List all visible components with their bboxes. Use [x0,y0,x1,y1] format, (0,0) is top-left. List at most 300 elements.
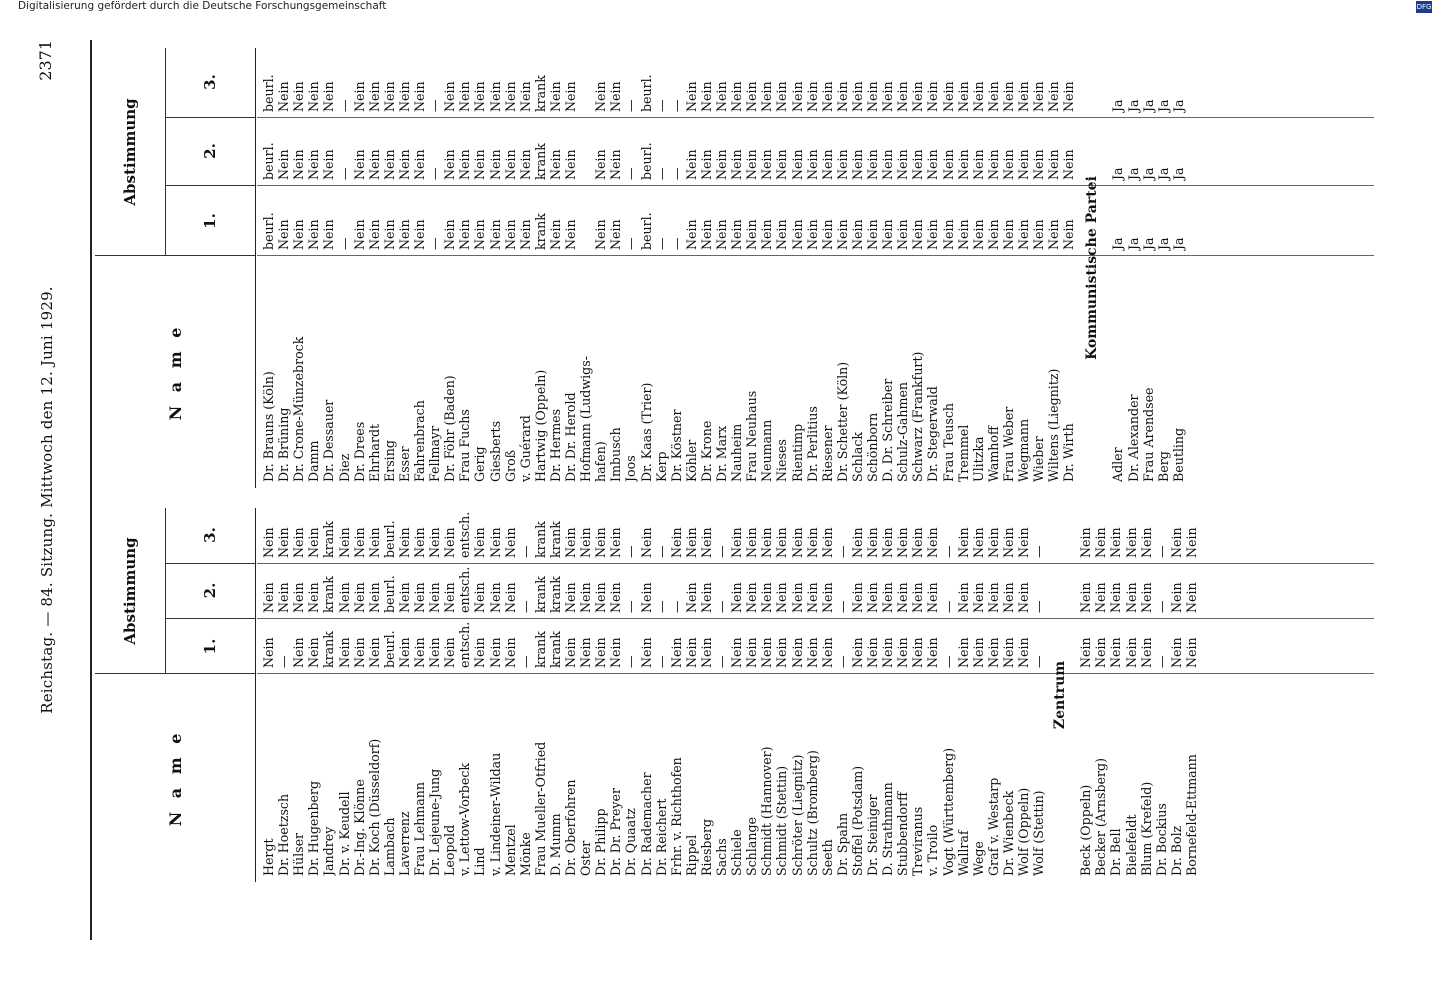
vote-1-cell: Nein [1061,219,1077,250]
table-row [488,508,503,882]
table-row [1141,48,1156,488]
member-name: Giesberts [487,420,503,482]
vote-3-cell: entsch. [457,511,473,558]
table-row [578,48,593,488]
vote-2-cell: Nein [487,582,503,613]
vote-1-cell: Ja [1110,237,1126,250]
vote-2-cell: Nein [895,149,911,180]
vote-2-cell: — [336,167,352,180]
vote-2-cell: Nein [487,149,503,180]
vote-3-cell: Nein [759,81,775,112]
vote-3-cell: — [623,545,639,558]
member-name: Oster [578,840,594,876]
table-row [412,48,427,488]
vote-2-cell: Nein [563,582,578,613]
vote-3-cell: Nein [487,81,503,112]
vote-1-cell: Nein [412,637,427,668]
vote-1-cell: Ja [1125,237,1141,250]
vote-1-cell: beurl. [638,212,654,250]
vote-1-cell: Nein [744,637,760,668]
table-row [1016,48,1031,488]
vote-3-cell: Nein [1016,527,1031,558]
vote-3-cell: Nein [668,527,684,558]
vote-2-cell: Nein [442,582,458,613]
vote-col-1-header: 1. [201,213,219,229]
member-name: Schultz (Bromberg) [804,750,820,876]
vote-3-cell: Nein [502,81,518,112]
vote-3-cell: — [834,545,850,558]
vote-1-cell: Nein [396,219,412,250]
vote-2-cell: Nein [291,582,307,613]
vote-3-cell: Nein [291,81,307,112]
member-name: D. Dr. Schreiber [880,378,896,482]
table-row [1154,508,1169,882]
table-row [790,48,805,488]
member-name: Schmidt (Hannover) [759,746,775,876]
table-row [654,48,669,488]
vote-1-cell: Nein [366,219,382,250]
vote-col-1-header: 1. [201,638,219,655]
vote-2-cell: Nein [608,149,624,180]
vote-1-cell: Nein [1016,637,1031,668]
table-row [382,508,397,882]
member-name: Hergt [261,838,276,876]
vote-3-cell: Nein [412,527,427,558]
member-name: Damm [306,440,322,482]
table-row [533,508,548,882]
vote-3-cell: — [668,99,684,112]
vote-3-cell: Nein [547,81,563,112]
vote-2-cell: Nein [563,149,578,180]
vote-3-cell: Nein [427,527,443,558]
member-name: Dr. Wirth [1061,423,1077,482]
vote-1-cell: — [653,237,669,250]
member-name: Dr. Reichert [653,798,669,876]
member-name: Beck (Oppeln) [1078,784,1094,876]
table-row [956,508,971,882]
vote-1-cell: Nein [985,219,1001,250]
member-name: Dr. v. Keudell [336,791,352,876]
vote-3-cell: Nein [940,81,956,112]
vote-3-cell: Nein [683,527,699,558]
vote-2-cell: Nein [759,149,775,180]
vote-2-cell: Nein [351,582,367,613]
vote-2-cell: — [668,167,684,180]
table-row [321,48,336,488]
member-name: Riesener [819,425,835,482]
table-row [774,48,789,488]
vote-1-cell: Nein [502,637,518,668]
vote-2-cell: krank [532,576,548,613]
table-row [503,48,518,488]
vote-3-cell: — [714,545,729,558]
member-name: Wege [970,841,986,876]
table-row [880,48,895,488]
vote-2-cell: Nein [276,149,292,180]
vote-1-cell: Nein [261,637,276,668]
member-name: Dr. Kaas (Trier) [638,382,654,482]
vote-2-cell: Nein [985,582,1001,613]
vote-3-cell: Nein [895,527,911,558]
vote-1-cell: — [276,655,292,668]
member-name: Schiele [729,829,745,876]
table-row [623,48,638,488]
vote-3-cell: — [1153,545,1169,558]
member-name: Laverrenz [396,811,412,876]
vote-2-cell: Nein [396,582,412,613]
vote-2-cell: Ja [1110,167,1126,180]
vote-2-cell: Nein [880,149,896,180]
table-row [1156,48,1171,488]
table-row [1001,508,1016,882]
table-row [563,48,578,488]
member-name: Vogt (Württemberg) [940,747,956,876]
member-name: Hülser [291,832,307,876]
vote-1-cell: Nein [1093,637,1109,668]
vote-2-cell: Nein [396,149,412,180]
member-name: Dr. Köstner [668,409,684,482]
name-column-header: N a m e [95,255,255,488]
table-row [397,48,412,488]
member-name: Frau Arendsee [1140,387,1156,482]
vote-2-cell: Nein [925,582,941,613]
vote-3-cell: beurl. [638,74,654,112]
vote-3-cell: Nein [714,81,729,112]
member-name: Treviranus [910,806,926,876]
table-row [865,508,880,882]
vote-3-cell: — [427,99,443,112]
member-name: Schmidt (Stettin) [774,765,790,876]
table-row [729,48,744,488]
member-name: Dr. Alexander [1125,394,1141,482]
table-row [759,508,774,882]
member-name: Riesberg [698,818,714,876]
vote-3-cell: — [653,99,669,112]
vote-2-cell: Nein [955,582,971,613]
vote-1-cell: — [653,655,669,668]
member-name: Frau Lehmann [412,782,427,876]
vote-1-cell: beurl. [261,212,276,250]
vote-1-cell: Nein [804,219,820,250]
table-row [533,48,548,488]
member-name: Gerig [472,446,488,482]
table-row [744,48,759,488]
table-row [895,508,910,882]
table-row [820,48,835,488]
table-row [925,48,940,488]
table-row [1001,48,1016,488]
member-name: Dr. Koch (Düsseldorf) [366,738,382,876]
vote-2-cell: Nein [1138,582,1154,613]
table-header [95,508,256,882]
member-name: Dr. Schetter (Köln) [834,361,850,482]
vote-1-cell: Nein [955,637,971,668]
member-name: v. Lettow-Vorbeck [457,762,473,876]
vote-2-cell: Nein [970,149,986,180]
table-row [654,508,669,882]
vote-3-cell: Nein [1016,81,1031,112]
vote-3-cell: Nein [1046,81,1062,112]
table-row [548,48,563,488]
table-row [941,508,956,882]
table-row [1046,48,1061,488]
member-name: Seeth [819,839,835,876]
vote-1-cell: Nein [306,637,322,668]
table-row [337,48,352,488]
vote-3-cell: Ja [1170,99,1186,112]
vote-col-2-header: 2. [165,563,255,619]
vote-2-cell: Nein [1061,149,1077,180]
vote-3-cell: Nein [321,81,337,112]
vote-2-cell: Nein [955,149,971,180]
table-row [1108,508,1123,882]
member-name: Lind [472,847,488,876]
vote-3-cell: — [1031,545,1047,558]
table-row [291,508,306,882]
member-name: Frau Mueller-Otfried [532,741,548,876]
vote-1-cell: Nein [774,637,790,668]
vote-1-cell: Nein [910,637,926,668]
table-row [593,508,608,882]
table-row [971,48,986,488]
member-name: D. Strathmann [880,782,896,876]
table-row [367,508,382,882]
member-name: Joos [623,455,639,482]
vote-1-cell: Nein [789,637,805,668]
table-row [850,508,865,882]
vote-1-cell: — [1153,655,1169,668]
member-name: Frhr. v. Richthofen [668,757,684,876]
table-row [412,508,427,882]
member-name: Wamhoff [985,426,1001,482]
vote-1-cell: beurl. [381,630,397,668]
vote-2-cell: Nein [819,149,835,180]
vote-2-cell: Nein [714,149,729,180]
vote-2-cell: Nein [381,149,397,180]
member-name: Dr. Steiniger [865,794,880,876]
vote-3-cell: Nein [1078,527,1094,558]
member-name: Leopold [442,824,458,876]
vote-1-cell: Nein [1031,219,1047,250]
table-row [1061,48,1076,488]
vote-2-cell: Nein [759,582,775,613]
vote-2-cell: — [714,600,729,613]
vote-2-cell: Nein [698,149,714,180]
vote-3-cell: Nein [472,81,488,112]
vote-3-cell: Nein [910,527,926,558]
vote-2-cell: Nein [291,149,307,180]
vote-2-cell: Nein [804,582,820,613]
vote-1-cell: Nein [1000,219,1016,250]
vote-3-cell: Nein [1108,527,1124,558]
member-name: v. Lindeiner-Wildau [487,752,503,876]
member-name: Fellmayr [427,425,443,482]
vote-1-cell: Nein [442,637,458,668]
vote-1-cell: Nein [925,637,941,668]
member-name: Schröter (Liegnitz) [789,754,805,876]
vote-1-cell: Nein [306,219,322,250]
vote-3-cell: Nein [729,81,745,112]
vote-2-cell: Nein [306,582,322,613]
table-row [488,48,503,488]
vote-3-cell: Nein [985,527,1001,558]
table-row [835,48,850,488]
vote-2-cell: Nein [1168,582,1184,613]
vote-1-cell: Nein [351,219,367,250]
vote-2-cell: Nein [895,582,911,613]
table-row [714,48,729,488]
votes-header [95,508,255,674]
vote-1-cell: Nein [1108,637,1124,668]
vote-2-cell: Nein [1046,149,1062,180]
table-row [684,48,699,488]
table-header [95,48,256,488]
member-name: Schlange [744,817,760,876]
vote-2-cell: Nein [547,149,563,180]
vote-3-cell: Nein [1123,527,1139,558]
table-row [518,48,533,488]
vote-3-cell: Nein [487,527,503,558]
vote-1-cell: Nein [276,219,292,250]
table-row [1031,48,1046,488]
running-header [0,0,90,1000]
vote-1-cell: Nein [865,637,880,668]
vote-2-cell: Nein [1000,149,1016,180]
member-name: Dr. Crone-Münzebrock [291,336,307,482]
vote-1-cell: krank [532,213,548,250]
vote-1-cell: Nein [714,219,729,250]
vote-1-cell: Nein [849,637,865,668]
vote-3-cell: Nein [819,81,835,112]
member-name: Diez [336,453,352,482]
vote-3-cell: krank [532,75,548,112]
member-name: Stubbendorff [895,791,911,876]
table-row [1078,508,1093,882]
vote-2-cell: — [427,167,443,180]
member-name: Kerp [653,451,669,482]
table-row [623,508,638,882]
table-row [1126,48,1141,488]
vote-3-cell: Nein [442,81,458,112]
vote-1-cell: Nein [729,219,745,250]
vote-3-cell: Nein [1093,527,1109,558]
table-row [1184,508,1199,882]
vote-1-cell: Nein [1078,637,1094,668]
vote-2-cell: — [1153,600,1169,613]
vote-3-cell: Nein [1000,527,1016,558]
vote-2-cell: Nein [366,582,382,613]
table-row [669,48,684,488]
vote-2-cell: Nein [774,149,790,180]
vote-3-cell: Nein [925,81,941,112]
vote-1-cell: Ja [1140,237,1156,250]
table-row [548,508,563,882]
vote-2-cell: Nein [698,582,714,613]
vote-2-cell: Nein [729,149,745,180]
table-row [472,48,487,488]
member-name: Dr. Wienbeck [1000,790,1016,876]
vote-2-cell: — [623,600,639,613]
vote-2-cell: — [517,600,533,613]
vote-col-3-header: 3. [165,507,255,564]
vote-2-cell: Nein [442,149,458,180]
vote-2-cell: Nein [276,582,292,613]
table-row [790,508,805,882]
table-row [427,48,442,488]
member-name: Dr. Föhr (Baden) [442,375,458,482]
table-row [910,508,925,882]
vote-2-cell: Nein [502,582,518,613]
table-row [503,508,518,882]
vote-3-cell: Nein [381,81,397,112]
member-name: Wallraf [955,830,971,876]
vote-1-cell: Nein [985,637,1001,668]
vote-2-cell: Nein [865,582,880,613]
vote-3-cell: Nein [366,527,382,558]
vote-2-cell: Nein [1123,582,1139,613]
vote-2-cell: — [653,600,669,613]
vote-2-cell: Nein [427,582,443,613]
vote-3-cell: Nein [351,81,367,112]
member-name: Sachs [714,838,729,876]
vote-3-cell: Nein [593,81,609,112]
table-row [1124,508,1139,882]
vote-3-cell: Nein [306,527,322,558]
vote-1-cell: Nein [970,219,986,250]
vote-1-cell: Nein [849,219,865,250]
vote-2-cell: — [623,167,639,180]
table-row [699,48,714,488]
table-row [563,508,578,882]
member-name: Dr. Quaatz [623,808,639,876]
party-section-heading: Zentrum [1052,660,1069,730]
vote-1-cell: Nein [819,219,835,250]
vote-2-cell: Nein [683,149,699,180]
vote-2-cell: beurl. [638,142,654,180]
table-row [352,48,367,488]
vote-2-cell: Nein [925,149,941,180]
vote-3-cell: Nein [789,81,805,112]
table-row [971,508,986,882]
vote-1-cell: Nein [638,637,654,668]
vote-col-3-header: 3. [165,47,255,118]
member-name: Graf v. Westarp [985,777,1001,876]
member-name: Frau Weber [1000,406,1016,482]
vote-1-cell: krank [532,631,548,668]
vote-3-cell: beurl. [381,520,397,558]
vote-3-cell: Nein [729,527,745,558]
vote-3-cell: Nein [698,527,714,558]
member-name: Nieses [774,439,790,482]
vote-2-cell: — [940,600,956,613]
table-row [1016,508,1031,882]
vote-3-cell: Nein [306,81,322,112]
vote-1-cell: Nein [895,637,911,668]
vote-1-cell: Nein [396,637,412,668]
vote-1-cell: Nein [457,219,473,250]
vote-1-cell: Nein [940,219,956,250]
member-name: Adler [1110,447,1126,482]
member-name: v. Guérard [517,415,533,482]
vote-2-cell: Ja [1125,167,1141,180]
vote-2-cell: Nein [608,582,624,613]
vote-2-cell: Nein [940,149,956,180]
member-name: Jandrey [321,826,337,876]
member-name: Dr. Oberfohren [563,779,578,876]
member-name: Dr. Dr. Herold [563,392,578,482]
table-row [729,508,744,882]
vote-2-cell: Nein [1108,582,1124,613]
